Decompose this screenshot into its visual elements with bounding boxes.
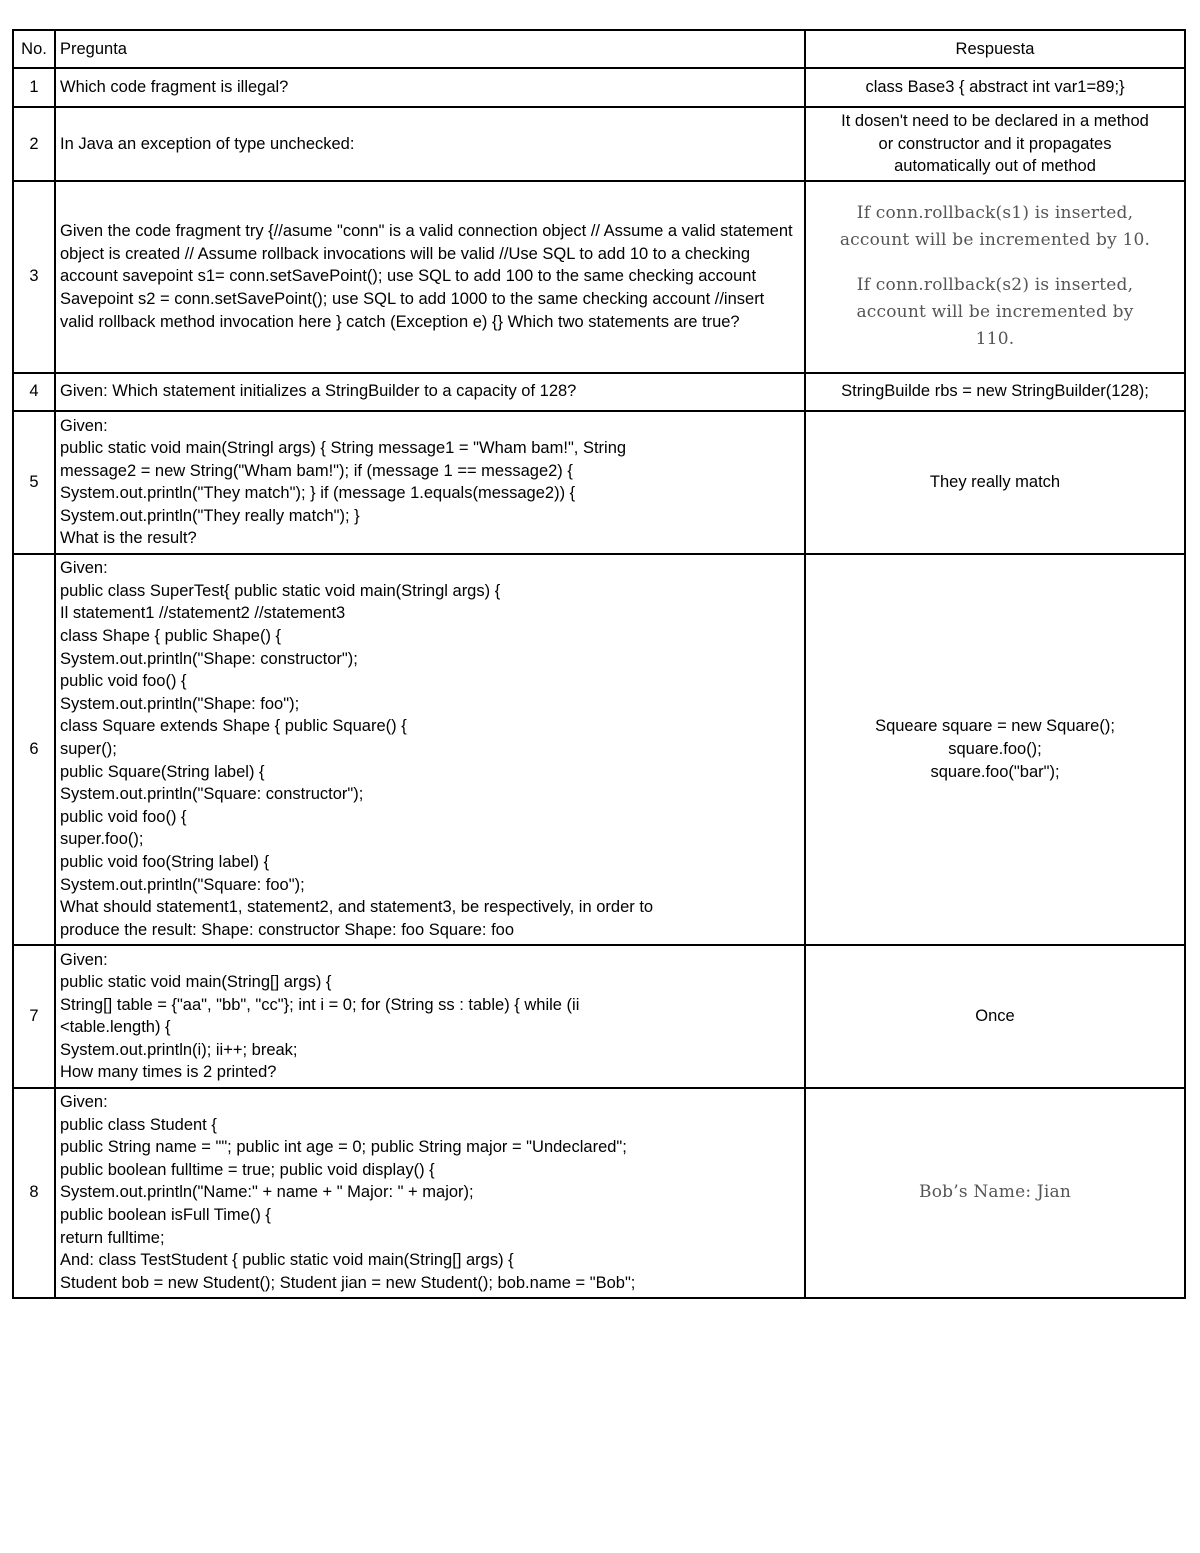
row-number: 5 (13, 411, 55, 554)
table-row (13, 68, 1185, 107)
question-cell: In Java an exception of type unchecked: (55, 107, 805, 181)
row-number: 7 (13, 945, 55, 1088)
row-number: 2 (13, 107, 55, 181)
answer-spacer (810, 254, 1180, 272)
table-row (13, 1088, 1185, 1298)
answer-statement-a: If conn.rollback(s1) is inserted, account will be incremented by 10. (839, 203, 1151, 251)
question-cell: Given: public static void main(Stringl args) { String message1 = "Wham bam!", String message2 = new String("Wham bam!"); if (message 1 == message2) { System.out.println("They match"); } if (message 1.equals(message2)) { System.out.println("They really match"); } What is the result? (55, 411, 805, 554)
row-number: 8 (13, 1088, 55, 1298)
question-cell: Which code fragment is illegal? (55, 68, 805, 107)
table-row (13, 554, 1185, 945)
header-no: No. (13, 30, 55, 68)
answer-cell: class Base3 { abstract int var1=89;} (805, 68, 1185, 107)
row-number: 3 (13, 181, 55, 373)
row-number: 6 (13, 554, 55, 945)
qa-table (12, 29, 1186, 1299)
answer-cell: StringBuilde rbs = new StringBuilder(128); (805, 373, 1185, 411)
header-answer: Respuesta (805, 30, 1185, 68)
header-row (13, 30, 1185, 68)
question-cell: Given: public class SuperTest{ public static void main(Stringl args) { Il statement1 //statement2 //statement3 class Shape { public Shape() { System.out.println("Shape: constructor"); public void foo() { System.out.println("Shape: foo"); class Square extends Shape { public Square() { super(); public Square(String label) { System.out.println("Square: constructor"); public void foo() { super.foo(); public void foo(String label) { System.out.println("Square: foo"); What should statement1, statement2, and statement3, be respectively, in order to produce the result: Shape: constructor Shape: foo Square: foo (55, 554, 805, 945)
table-row (13, 373, 1185, 411)
answer-cell (805, 181, 1185, 373)
table-row (13, 411, 1185, 554)
row-number: 1 (13, 68, 55, 107)
question-cell: Given the code fragment try {//asume "conn" is a valid connection object // Assume a valid statement object is created // Assume rollback invocations will be valid //Use SQL to add 10 to a checking account savepoint s1= conn.setSavePoint(); use SQL to add 100 to the same checking account Savepoint s2 = conn.setSavePoint(); use SQL to add 1000 to the same checking account //insert valid rollback method invocation here } catch (Exception e) {} Which two statements are true? (55, 181, 805, 373)
table-row (13, 107, 1185, 181)
table-row (13, 945, 1185, 1088)
answer-cell: Squeare square = new Square(); square.foo(); square.foo("bar"); (805, 554, 1185, 945)
answer-cell: It dosen't need to be declared in a method or constructor and it propagates automatically out of method (805, 107, 1185, 181)
question-cell: Given: public class Student { public String name = ""; public int age = 0; public String major = "Undeclared"; public boolean fulltime = true; public void display() { System.out.println("Name:" + name + " Major: " + major); public boolean isFull Time() { return fulltime; And: class TestStudent { public static void main(String[] args) { Student bob = new Student(); Student jian = new Student(); bob.name = "Bob"; (55, 1088, 805, 1298)
answer-cell: Bob’s Name: Jian (805, 1088, 1185, 1298)
question-cell: Given: public static void main(String[] args) { String[] table = {"aa", "bb", "cc"}; int i = 0; for (String ss : table) { while (ii <table.length) { System.out.println(i); ii++; break; How many times is 2 printed? (55, 945, 805, 1088)
header-question: Pregunta (55, 30, 805, 68)
answer-statement-b: If conn.rollback(s2) is inserted, account will be incremented by 110. (856, 275, 1134, 350)
answer-cell: Once (805, 945, 1185, 1088)
row-number: 4 (13, 373, 55, 411)
answer-cell: They really match (805, 411, 1185, 554)
question-cell: Given: Which statement initializes a StringBuilder to a capacity of 128? (55, 373, 805, 411)
table-row (13, 181, 1185, 373)
